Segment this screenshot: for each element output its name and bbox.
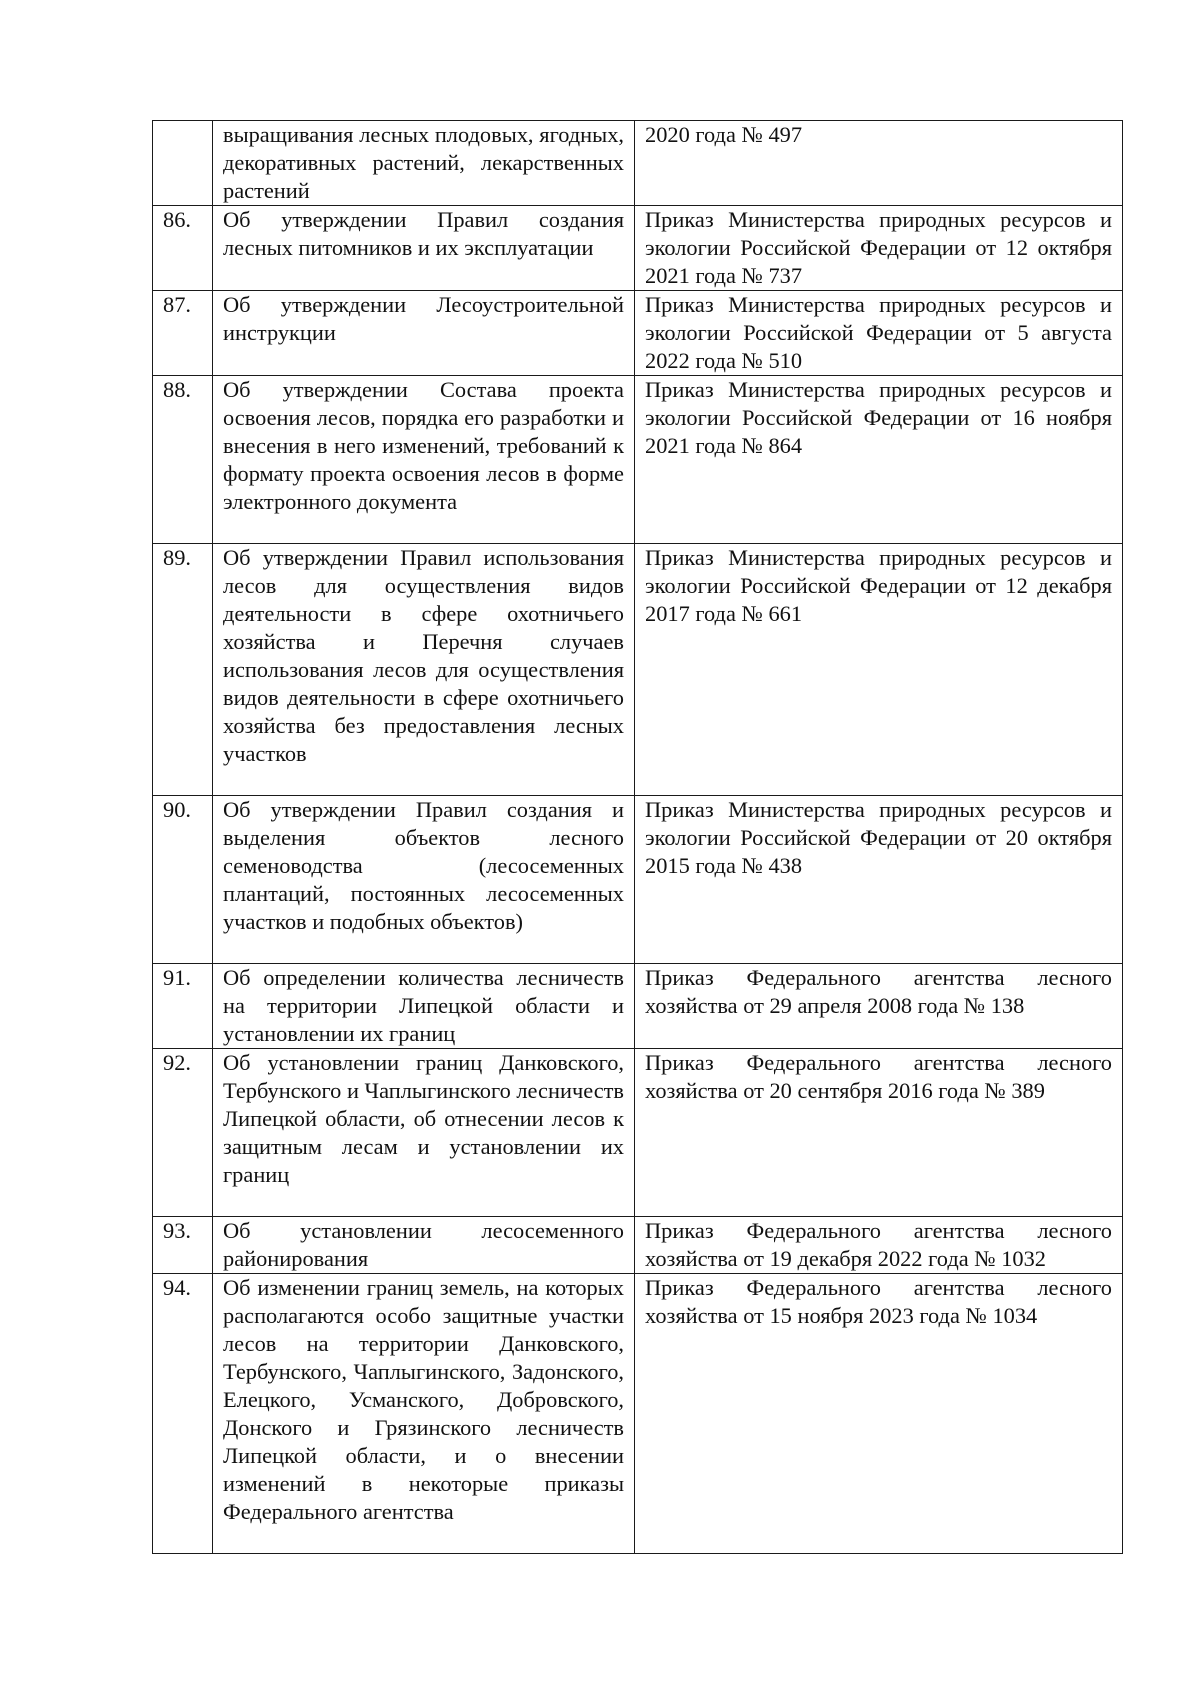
act-source: Приказ Федерального агентства лесного хозяйства от 19 декабря 2022 года № 1032	[635, 1217, 1123, 1274]
table-row	[153, 544, 1123, 796]
act-source: Приказ Министерства природных ресурсов и экологии Российской Федерации от 20 октября 2015 года № 438	[635, 796, 1123, 964]
row-number: 86.	[153, 206, 213, 291]
act-source: Приказ Федерального агентства лесного хозяйства от 15 ноября 2023 года № 1034	[635, 1274, 1123, 1554]
table-row	[153, 376, 1123, 544]
row-number: 90.	[153, 796, 213, 964]
table-row	[153, 291, 1123, 376]
act-title: Об определении количества лесничеств на территории Липецкой области и установлении их границ	[213, 964, 635, 1049]
table-row	[153, 964, 1123, 1049]
row-number: 91.	[153, 964, 213, 1049]
act-source: Приказ Федерального агентства лесного хозяйства от 29 апреля 2008 года № 138	[635, 964, 1123, 1049]
act-title: Об установлении лесосеменного районирования	[213, 1217, 635, 1274]
row-number: 93.	[153, 1217, 213, 1274]
legal-acts-table	[152, 120, 1123, 1554]
act-title: Об установлении границ Данковского, Тербунского и Чаплыгинского лесничеств Липецкой области, об отнесении лесов к защитным лесам и установлении их границ	[213, 1049, 635, 1217]
act-title: выращивания лесных плодовых, ягодных, декоративных растений, лекарственных растений	[213, 121, 635, 206]
row-number	[153, 121, 213, 206]
row-number: 88.	[153, 376, 213, 544]
row-number: 87.	[153, 291, 213, 376]
act-source: Приказ Федерального агентства лесного хозяйства от 20 сентября 2016 года № 389	[635, 1049, 1123, 1217]
table-row	[153, 121, 1123, 206]
act-title: Об утверждении Правил создания и выделения объектов лесного семеноводства (лесосеменных плантаций, постоянных лесосеменных участков и подобных объектов)	[213, 796, 635, 964]
row-number: 94.	[153, 1274, 213, 1554]
row-number: 89.	[153, 544, 213, 796]
table-row	[153, 1274, 1123, 1554]
act-title: Об утверждении Правил создания лесных питомников и их эксплуатации	[213, 206, 635, 291]
table-row	[153, 796, 1123, 964]
act-title: Об изменении границ земель, на которых располагаются особо защитные участки лесов на территории Данковского, Тербунского, Чаплыгинского, Задонского, Елецкого, Усманского, Добровского, Донского и Грязинского лесничеств Липецкой области, и о внесении изменений в некоторые приказы Федерального агентства	[213, 1274, 635, 1554]
row-number: 92.	[153, 1049, 213, 1217]
act-title: Об утверждении Состава проекта освоения лесов, порядка его разработки и внесения в него изменений, требований к формату проекта освоения лесов в форме электронного документа	[213, 376, 635, 544]
table-body	[153, 121, 1123, 1554]
table-row	[153, 1049, 1123, 1217]
act-source: Приказ Министерства природных ресурсов и экологии Российской Федерации от 5 августа 2022 года № 510	[635, 291, 1123, 376]
table-row	[153, 206, 1123, 291]
act-title: Об утверждении Правил использования лесов для осуществления видов деятельности в сфере охотничьего хозяйства и Перечня случаев использования лесов для осуществления видов деятельности в сфере охотничьего хозяйства без предоставления лесных участков	[213, 544, 635, 796]
act-source: Приказ Министерства природных ресурсов и экологии Российской Федерации от 12 октября 2021 года № 737	[635, 206, 1123, 291]
act-source: Приказ Министерства природных ресурсов и экологии Российской Федерации от 12 декабря 2017 года № 661	[635, 544, 1123, 796]
act-source: Приказ Министерства природных ресурсов и экологии Российской Федерации от 16 ноября 2021 года № 864	[635, 376, 1123, 544]
act-source: 2020 года № 497	[635, 121, 1123, 206]
table-row	[153, 1217, 1123, 1274]
act-title: Об утверждении Лесоустроительной инструкции	[213, 291, 635, 376]
